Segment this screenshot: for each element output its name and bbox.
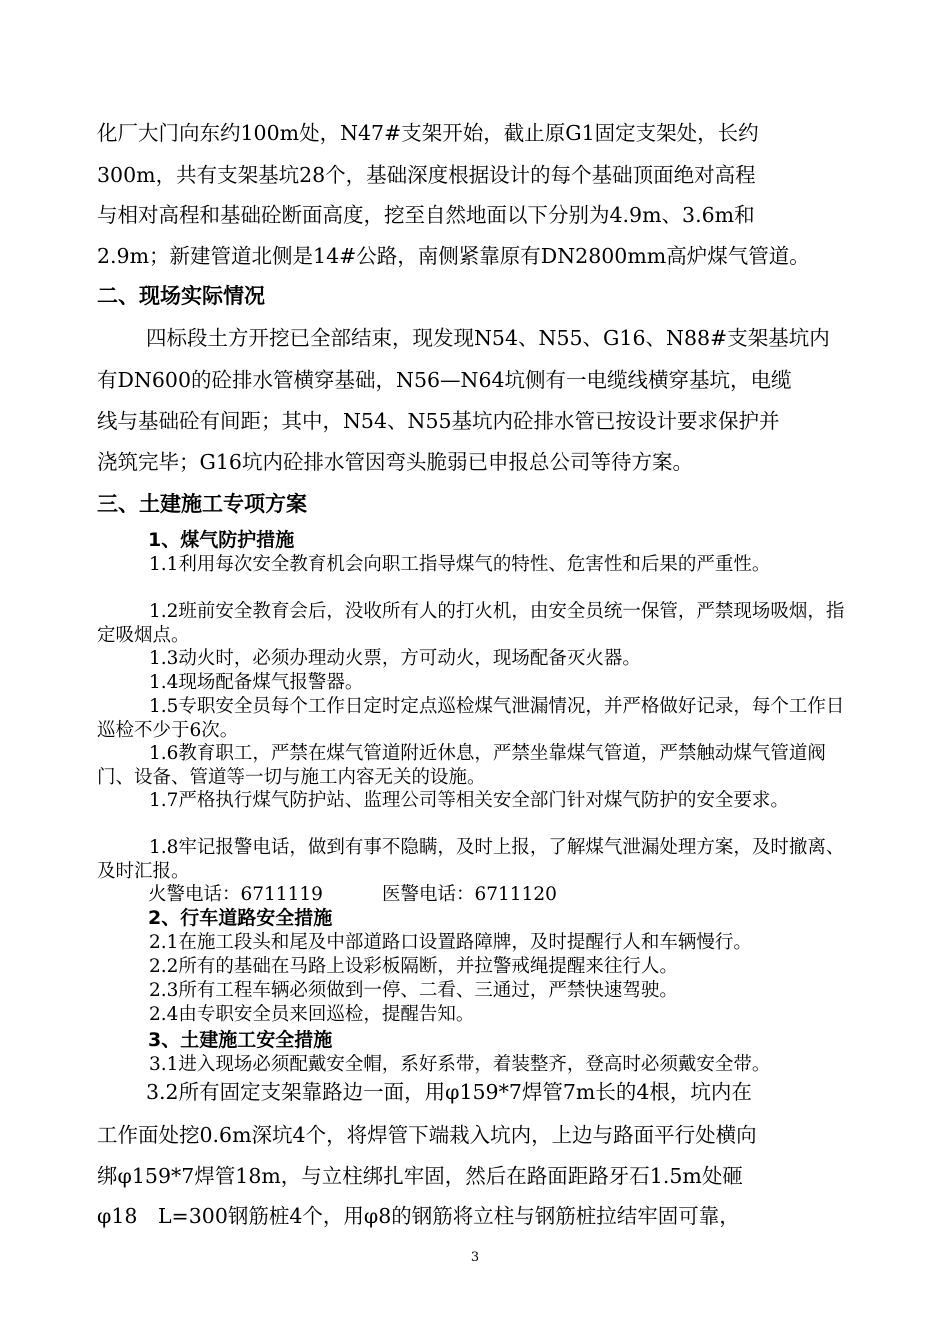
subsection-heading: 1、煤气防护措施 <box>148 529 295 551</box>
list-item: 2.3所有工程车辆必须做到一停、二看、三通过，严禁快速驾驶。 <box>149 980 678 1001</box>
list-item: 1.1利用每次安全教育机会向职工指导煤气的特性、危害性和后果的严重性。 <box>149 554 771 575</box>
list-item: 1.5专职安全员每个工作日定时定点巡检煤气泄漏情况，并严格做好记录，每个工作日巡检不少于6次。 <box>97 696 845 741</box>
list-item: 1.7严格执行煤气防护站、监理公司等相关安全部门针对煤气防护的安全要求。 <box>149 790 789 811</box>
fire-phone: 火警电话：6711119 <box>148 884 323 905</box>
phone-numbers <box>148 886 557 905</box>
section-heading: 三、土建施工专项方案 <box>97 492 307 516</box>
medical-phone: 医警电话：6711120 <box>382 884 557 905</box>
list-item: 1.6教育职工，严禁在煤气管道附近休息，严禁坐靠煤气管道，严禁触动煤气管道阀门、设备、管道等一切与施工内容无关的设施。 <box>97 743 826 788</box>
section-heading: 二、现场实际情况 <box>97 284 265 308</box>
list-item: 1.2班前安全教育会后，没收所有人的打火机，由安全员统一保管，严禁现场吸烟，指定吸烟点。 <box>97 601 845 646</box>
list-item: 1.4现场配备煤气报警器。 <box>149 672 364 693</box>
page-number: 3 <box>470 1250 480 1265</box>
list-item: 2.4由专职安全员来回巡检，提醒告知。 <box>149 1004 475 1025</box>
list-item: 2.1在施工段头和尾及中部道路口设置路障牌，及时提醒行人和车辆慢行。 <box>149 932 752 953</box>
list-item: 2.2所有的基础在马路上设彩板隔断，并拉警戒绳提醒来往行人。 <box>149 956 678 977</box>
subsection-heading: 2、行车道路安全措施 <box>148 907 333 929</box>
list-item: 1.3动火时，必须办理动火票，方可动火，现场配备灭火器。 <box>149 648 641 669</box>
subsection-heading: 3、土建施工安全措施 <box>148 1029 333 1051</box>
document-page: 化厂大门向东约100m处，N47#支架开始，截止原G1固定支架处，长约 300m，共有支架基坑28个，基础深度根据设计的每个基础顶面绝对高程 与相对高程和基础砼断面高度，挖至自然地面以下分别为4.9m、3.6m和 2.9m；新建管道北侧是14#公路，南侧紧靠原有DN2800mm高炉煤气管道。 二、现场实际情况 四标段土方开挖已全部结束，现发现N54、N55、G16、N88#支架基坑内 有DN600的砼排水管横穿基础，N56—N64坑侧有一电缆线横穿基坑，电缆 线与基础砼有间距；其中，N54、N55基坑内砼排水管已按设计要求保护并 浇筑完毕；G16坑内砼排水管因弯头脆弱已申报总公司等待方案。 三、土建施工专项方案 1、煤气防护措施 1.1利用每次安全教育机会向职工指导煤气的特性、危害性和后果的严重性。 1.2班前安全教育会后，没收所有人的打火机，由安全员统一保管，严禁现场吸烟，指定吸烟点。 1.3动火时，必须办理动火票，方可动火，现场配备灭火器。 1.4现场配备煤气报警器。 1.5专职安全员每个工作日定时定点巡检煤气泄漏情况，并严格做好记录，每个工作日巡检不少于6次。 1.6教育职工，严禁在煤气管道附近休息，严禁坐靠煤气管道，严禁触动煤气管道阀门、设备、管道等一切与施工内容无关的设施。 1.7严格执行煤气防护站、监理公司等相关安全部门针对煤气防护的安全要求。 1.8牢记报警电话，做到有事不隐瞒，及时上报，了解煤气泄漏处理方案，及时撤离、及时汇报。 火警电话：6711119 医警电话：6711120 2、行车道路安全措施 2.1在施工段头和尾及中部道路口设置路障牌，及时提醒行人和车辆慢行。 2.2所有的基础在马路上设彩板隔断，并拉警戒绳提醒来往行人。 2.3所有工程车辆必须做到一停、二看、三通过，严禁快速驾驶。 2.4由专职安全员来回巡检，提醒告知。 3、土建施工安全措施 3.1进入现场必须配戴安全帽，系好系带，着装整齐，登高时必须戴安全带。 3.2所有固定支架靠路边一面，用φ159*7焊管7m长的4根，坑内在 工作面处挖0.6m深坑4个，将焊管下端栽入坑内，上边与路面平行处横向 绑φ159*7焊管18m，与立柱绑扎牢固，然后在路面距路牙石1.5m处砸 φ18 L=300钢筋桩4个，用φ8的钢筋将立柱与钢筋桩拉结牢固可靠， 3 <box>0 0 950 1344</box>
list-item: 3.1进入现场必须配戴安全帽，系好系带，着装整齐，登高时必须戴安全带。 <box>149 1054 771 1075</box>
list-item: 1.8牢记报警电话，做到有事不隐瞒，及时上报，了解煤气泄漏处理方案，及时撤离、及时汇报。 <box>97 837 845 882</box>
